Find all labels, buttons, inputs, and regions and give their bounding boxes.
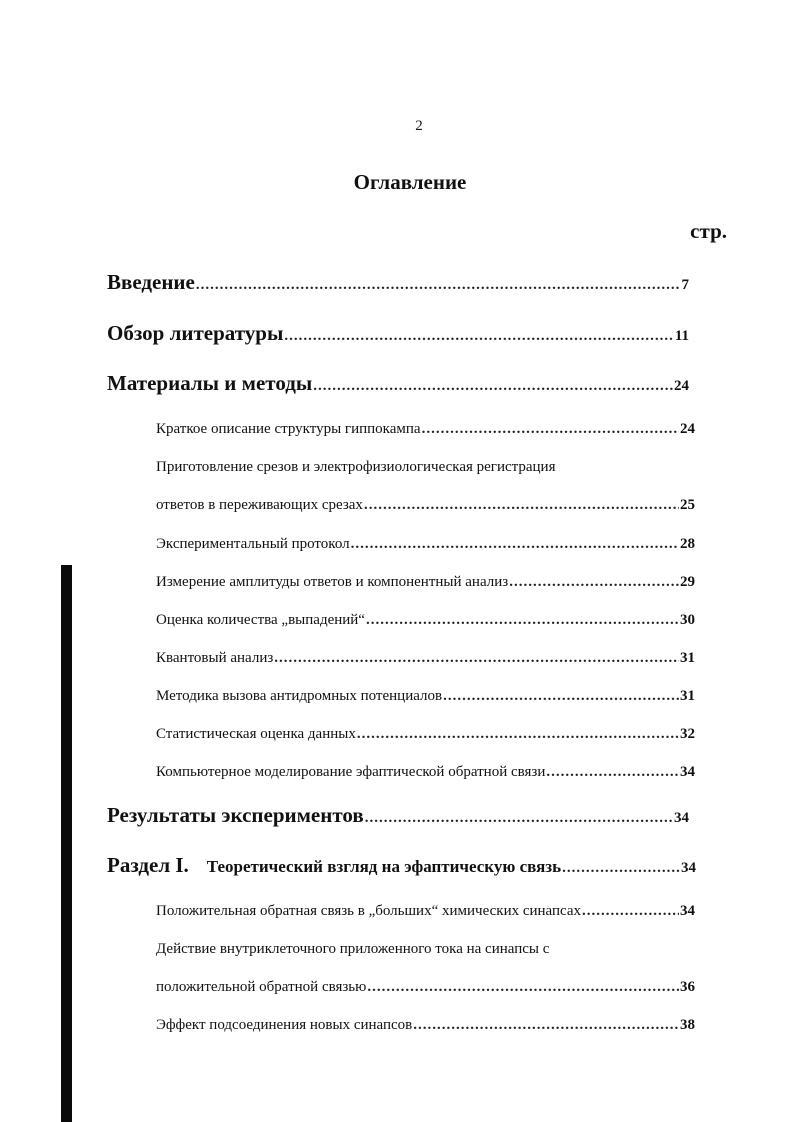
dot-leader [364,497,679,514]
toc-entry-page: 29 [680,574,695,590]
toc-entry-page: 25 [680,497,695,513]
toc-entry-label: Статистическая оценка данных [156,726,356,742]
toc-entry-new-synapses[interactable] [156,1017,695,1034]
toc-entry-label: Краткое описание структуры гиппокампа [156,421,421,437]
toc-entry-page: 31 [680,650,695,666]
toc-entry-label: Положительная обратная связь в „больших“ химических синапсах [156,903,582,919]
dot-leader [443,688,679,705]
dot-leader [562,860,680,877]
dot-leader [357,726,679,743]
toc-entry-page: 11 [674,328,689,344]
toc-entry-label: ответов в переживающих срезах [156,497,363,513]
toc-entry-label: положительной обратной связью [156,979,367,995]
toc-entry-intracellular-current[interactable] [156,979,695,996]
dot-leader [413,1017,679,1034]
toc-entry-label: Измерение амплитуды ответов и компонентный анализ [156,574,509,590]
page-number: 2 [415,118,423,134]
toc-entry-slice-preparation-line1[interactable]: Приготовление срезов и электрофизиологическая регистрация [156,459,556,475]
toc-entry-page: 24 [680,421,695,437]
toc-entry-results[interactable] [107,803,689,828]
toc-entry-label: Методика вызова антидромных потенциалов [156,688,443,704]
toc-entry-page: 7 [681,277,689,293]
toc-entry-introduction[interactable] [107,270,689,295]
dot-leader [196,277,681,294]
toc-entry-page: 34 [680,764,695,780]
toc-entry-page: 28 [680,536,695,552]
toc-entry-page: 34 [680,903,695,919]
dot-leader [365,810,673,827]
dot-leader [422,421,679,438]
toc-entry-label: Компьютерное моделирование эфаптической обратной связи [156,764,546,780]
toc-entry-label: Результаты экспериментов [107,803,364,827]
toc-entry-failures-count[interactable] [156,612,695,629]
toc-entry-page: 34 [681,860,696,876]
toc-entry-amplitude-measurement[interactable] [156,574,695,591]
toc-entry-positive-feedback[interactable] [156,903,695,920]
toc-entry-page: 30 [680,612,695,628]
page-column-label: стр. [690,219,727,243]
dot-leader [509,574,679,591]
toc-entry-experimental-protocol[interactable] [156,536,695,553]
dot-leader [274,650,679,667]
toc-entry-hippocampus-structure[interactable] [156,421,695,438]
dot-leader [546,764,679,781]
toc-entry-intracellular-current-line1[interactable]: Действие внутриклеточного приложенного тока на синапсы с [156,941,550,957]
toc-entry-label: Оценка количества „выпадений“ [156,612,365,628]
dot-leader [313,378,673,395]
toc-entry-slice-preparation[interactable] [156,497,695,514]
scan-page-edge [61,565,72,1122]
toc-entry-antidromic-method[interactable] [156,688,695,705]
toc-entry-label: Экспериментальный протокол [156,536,350,552]
toc-entry-label: Раздел I. [107,853,189,877]
toc-entry-literature-review[interactable] [107,321,689,346]
toc-entry-label: Введение [107,270,195,294]
toc-entry-page: 36 [680,979,695,995]
dot-leader [351,536,679,553]
dot-leader [284,328,673,345]
toc-entry-label: Обзор литературы [107,321,284,345]
toc-entry-label: Материалы и методы [107,371,313,395]
toc-entry-label: Квантовый анализ [156,650,274,666]
toc-entry-page: 32 [680,726,695,742]
dot-leader [366,612,679,629]
toc-entry-page: 31 [680,688,695,704]
toc-entry-quantal-analysis[interactable] [156,650,695,667]
toc-entry-page: 38 [680,1017,695,1033]
toc-title: Оглавление [353,170,467,194]
toc-entry-page: 34 [674,810,689,826]
toc-entry-computer-modeling[interactable] [156,764,695,781]
toc-entry-materials-methods[interactable] [107,371,689,396]
toc-entry-page: 24 [674,378,689,394]
dot-leader [582,903,679,920]
toc-entry-statistics[interactable] [156,726,695,743]
toc-entry-label: Эффект подсоединения новых синапсов [156,1017,413,1033]
dot-leader [367,979,679,996]
toc-entry-sublabel: Теоретический взгляд на эфаптическую связь [206,857,562,876]
toc-entry-section-1[interactable] [107,853,696,878]
